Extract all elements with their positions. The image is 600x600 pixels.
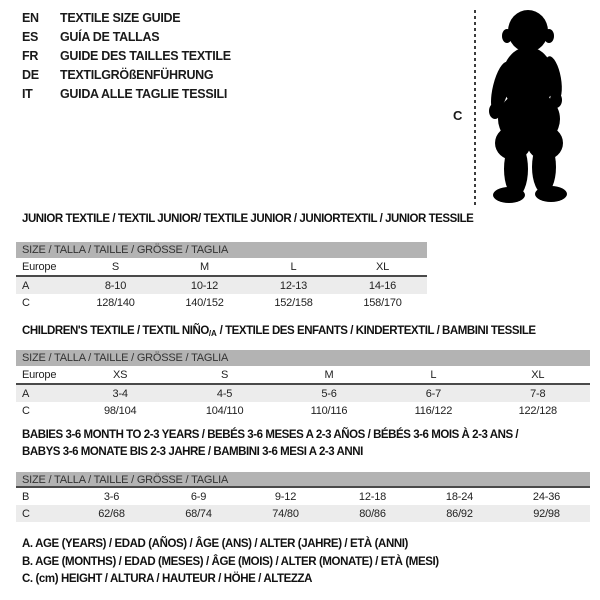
guide-title-en: TEXTILE SIZE GUIDE — [60, 10, 181, 25]
size-col-header: XL — [486, 366, 590, 384]
row-label-cell: A — [22, 387, 30, 400]
value-cell: 116/122 — [414, 404, 453, 417]
value-cell: 98/104 — [103, 404, 137, 417]
size-row-europe — [16, 366, 590, 384]
height-dashed-line — [474, 10, 476, 207]
row-label-cell: C — [22, 507, 30, 520]
size-col-header: S — [71, 258, 160, 276]
babies-title-line2: BABYS 3-6 MONATE BIS 2-3 JAHRE / BAMBINI 3-6 MESI A 2-3 ANNI — [22, 446, 363, 458]
children-size-table — [16, 350, 590, 419]
table-row-age — [16, 384, 590, 402]
children-table-title — [22, 325, 536, 338]
size-col-header: M — [277, 366, 381, 384]
value-cell: 104/110 — [205, 404, 244, 417]
language-row-fr — [22, 46, 231, 65]
size-col-header: XS — [68, 366, 172, 384]
value-cell: 24-36 — [532, 490, 561, 503]
legend-line-a: A. AGE (YEARS) / EDAD (AÑOS) / ÂGE (ANS) / ALTER (JAHRE) / ETÀ (ANNI) — [22, 538, 408, 550]
value-cell: 128/140 — [96, 296, 135, 309]
language-row-es — [22, 27, 231, 46]
value-cell: 62/68 — [98, 507, 125, 520]
value-cell: 152/158 — [274, 296, 313, 309]
language-row-it — [22, 84, 231, 103]
junior-table-title: JUNIOR TEXTILE / TEXTIL JUNIOR/ TEXTILE JUNIOR / JUNIORTEXTIL / JUNIOR TESSILE — [22, 213, 474, 225]
size-col-header: L — [381, 366, 485, 384]
baby-silhouette-icon — [483, 7, 578, 205]
value-cell: 12-18 — [358, 490, 387, 503]
value-cell: 4-5 — [216, 387, 233, 400]
row-label-cell: A — [22, 279, 30, 292]
language-title-block — [22, 8, 231, 103]
babies-size-table — [16, 472, 590, 522]
babies-table-title — [22, 427, 518, 461]
language-row-en — [22, 8, 231, 27]
value-cell: 158/170 — [363, 296, 402, 309]
language-row-de — [22, 65, 231, 84]
guide-title-de: TEXTILGRÖßENFÜHRUNG — [60, 67, 214, 82]
language-code: DE — [22, 67, 39, 82]
size-col-header: S — [172, 366, 276, 384]
region-label: Europe — [16, 366, 68, 384]
size-row-europe — [16, 258, 427, 276]
row-label-cell: C — [22, 296, 30, 309]
junior-size-table — [16, 242, 427, 311]
size-col-header: XL — [338, 258, 427, 276]
value-cell: 68/74 — [185, 507, 212, 520]
value-cell: 74/80 — [272, 507, 299, 520]
size-col-header: L — [249, 258, 338, 276]
language-code: IT — [22, 86, 33, 101]
row-label-cell: B — [22, 490, 30, 503]
value-cell: 8-10 — [104, 279, 127, 292]
value-cell: 92/98 — [533, 507, 560, 520]
value-cell: 3-4 — [112, 387, 128, 400]
value-cell: 12-13 — [279, 279, 308, 292]
size-header-bar: SIZE / TALLA / TAILLE / GRÖSSE / TAGLIA — [16, 350, 590, 366]
children-title-pre: CHILDREN'S TEXTILE / TEXTIL NIÑO — [22, 325, 209, 337]
value-cell: 86/92 — [446, 507, 473, 520]
legend-line-c: C. (cm) HEIGHT / ALTURA / HAUTEUR / HÖHE / ALTEZZA — [22, 573, 313, 585]
children-title-subscript: /A — [208, 329, 217, 338]
language-code: FR — [22, 48, 39, 63]
height-measure-figure — [448, 5, 596, 209]
children-title-post: / TEXTILE DES ENFANTS / KINDERTEXTIL / BAMBINI TESSILE — [216, 325, 536, 337]
value-cell: 14-16 — [368, 279, 397, 292]
size-header-bar: SIZE / TALLA / TAILLE / GRÖSSE / TAGLIA — [16, 472, 590, 488]
value-cell: 122/128 — [518, 404, 557, 417]
value-cell: 80/86 — [359, 507, 386, 520]
size-col-header: M — [160, 258, 249, 276]
height-measure-label: C — [453, 108, 463, 123]
value-cell: 18-24 — [445, 490, 474, 503]
region-label: Europe — [16, 258, 71, 276]
value-cell: 110/116 — [310, 404, 348, 417]
value-cell: 3-6 — [103, 490, 120, 503]
value-cell: 7-8 — [530, 387, 546, 400]
guide-title-es: GUÍA DE TALLAS — [60, 29, 160, 44]
table-row-age-months — [16, 488, 590, 505]
value-cell: 9-12 — [274, 490, 297, 503]
value-cell: 10-12 — [190, 279, 219, 292]
size-header-bar: SIZE / TALLA / TAILLE / GRÖSSE / TAGLIA — [16, 242, 427, 258]
language-code: EN — [22, 10, 39, 25]
value-cell: 5-6 — [321, 387, 337, 400]
table-row-height — [16, 402, 590, 419]
language-code: ES — [22, 29, 39, 44]
value-cell: 6-7 — [425, 387, 442, 400]
guide-title-it: GUIDA ALLE TAGLIE TESSILI — [60, 86, 228, 101]
row-label-cell: C — [22, 404, 30, 417]
value-cell: 6-9 — [190, 490, 207, 503]
table-row-age — [16, 276, 427, 294]
legend-line-b: B. AGE (MONTHS) / EDAD (MESES) / ÂGE (MOIS) / ALTER (MONATE) / ETÀ (MESI) — [22, 555, 439, 568]
measurement-legend — [22, 536, 439, 589]
value-cell: 140/152 — [185, 296, 224, 309]
guide-title-fr: GUIDE DES TAILLES TEXTILE — [60, 48, 231, 63]
table-row-height — [16, 505, 590, 522]
table-row-height — [16, 294, 427, 311]
babies-title-line1: BABIES 3-6 MONTH TO 2-3 YEARS / BEBÉS 3-6 MESES A 2-3 AÑOS / BÉBÉS 3-6 MOIS À 2-3 ANS / — [22, 429, 519, 441]
